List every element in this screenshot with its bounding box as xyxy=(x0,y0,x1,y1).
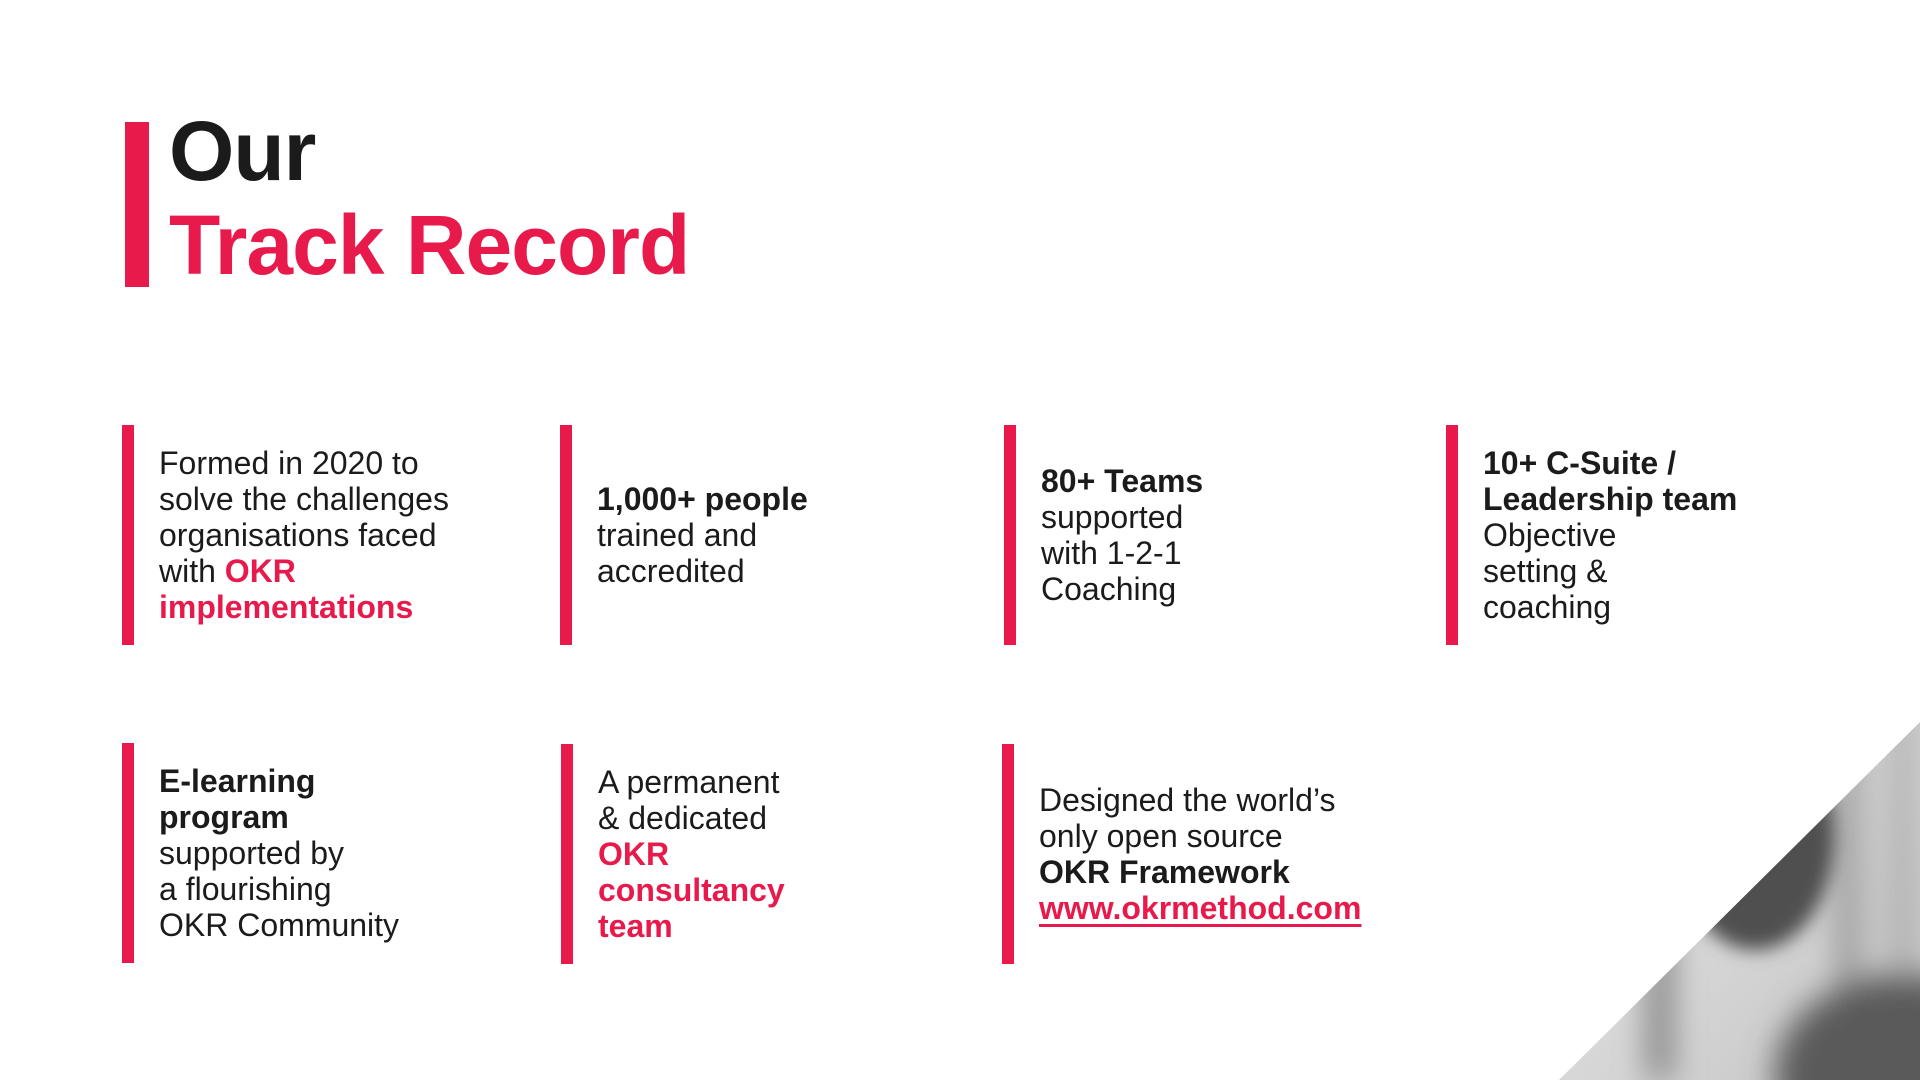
accent-bar xyxy=(560,425,572,645)
text-segment: A permanent xyxy=(598,764,780,800)
text-segment: a flourishing xyxy=(159,871,332,907)
stat-block-text xyxy=(598,764,785,944)
stat-block-people-trained xyxy=(560,425,808,645)
accent-bar xyxy=(561,744,573,964)
text-segment: supported xyxy=(1041,499,1184,535)
accent-bar xyxy=(1004,425,1016,645)
slide-title xyxy=(125,104,689,292)
text-segment: Leadership team xyxy=(1483,481,1738,517)
text-segment: 10+ C-Suite / xyxy=(1483,445,1676,481)
accent-bar xyxy=(122,425,134,645)
page-title xyxy=(169,104,689,292)
text-segment: OKR xyxy=(598,836,670,872)
accent-bar xyxy=(1446,425,1458,645)
stat-block-formed-2020 xyxy=(122,425,449,645)
text-segment: implementations xyxy=(159,589,414,625)
text-segment: & dedicated xyxy=(598,800,768,836)
text-segment: supported by xyxy=(159,835,345,871)
text-segment: trained and xyxy=(597,517,758,553)
text-segment: accredited xyxy=(597,553,745,589)
text-segment: solve the challenges xyxy=(159,481,449,517)
text-segment: 1,000+ people xyxy=(597,481,808,517)
text-segment: 80+ Teams xyxy=(1041,463,1204,499)
accent-bar xyxy=(1002,744,1014,964)
title-line-track-record: Track Record xyxy=(169,198,690,292)
text-segment: organisations faced xyxy=(159,517,437,553)
stat-block-okr-framework xyxy=(1002,744,1361,964)
text-segment: Formed in 2020 to xyxy=(159,445,419,481)
accent-bar xyxy=(122,743,134,963)
text-segment: team xyxy=(598,908,673,944)
title-accent-bar xyxy=(125,122,149,287)
stat-block-consultancy-team xyxy=(561,744,785,964)
text-segment: program xyxy=(159,799,289,835)
okrmethod-link[interactable]: www.okrmethod.com xyxy=(1039,890,1362,926)
stat-block-text xyxy=(1039,782,1361,926)
stat-block-elearning-program xyxy=(122,743,399,963)
stat-block-csuite-coaching xyxy=(1446,425,1737,645)
stat-block-text xyxy=(597,481,808,589)
title-line-our: Our xyxy=(169,104,316,198)
text-segment: with xyxy=(159,553,225,589)
text-segment: OKR Community xyxy=(159,907,400,943)
text-segment: only open source xyxy=(1039,818,1283,854)
stat-block-text xyxy=(1483,445,1737,625)
text-segment: E-learning xyxy=(159,763,316,799)
text-segment: setting & xyxy=(1483,553,1608,589)
text-segment: consultancy xyxy=(598,872,785,908)
text-segment: OKR xyxy=(224,553,296,589)
text-segment: with 1-2-1 xyxy=(1041,535,1182,571)
text-segment: Designed the world’s xyxy=(1039,782,1336,818)
stat-block-text xyxy=(159,445,449,625)
text-segment: OKR Framework xyxy=(1039,854,1290,890)
stat-block-teams-supported xyxy=(1004,425,1203,645)
stat-block-text xyxy=(159,763,399,943)
text-segment: coaching xyxy=(1483,589,1612,625)
text-segment: Coaching xyxy=(1041,571,1177,607)
text-segment: Objective xyxy=(1483,517,1617,553)
stat-block-text xyxy=(1041,463,1203,607)
